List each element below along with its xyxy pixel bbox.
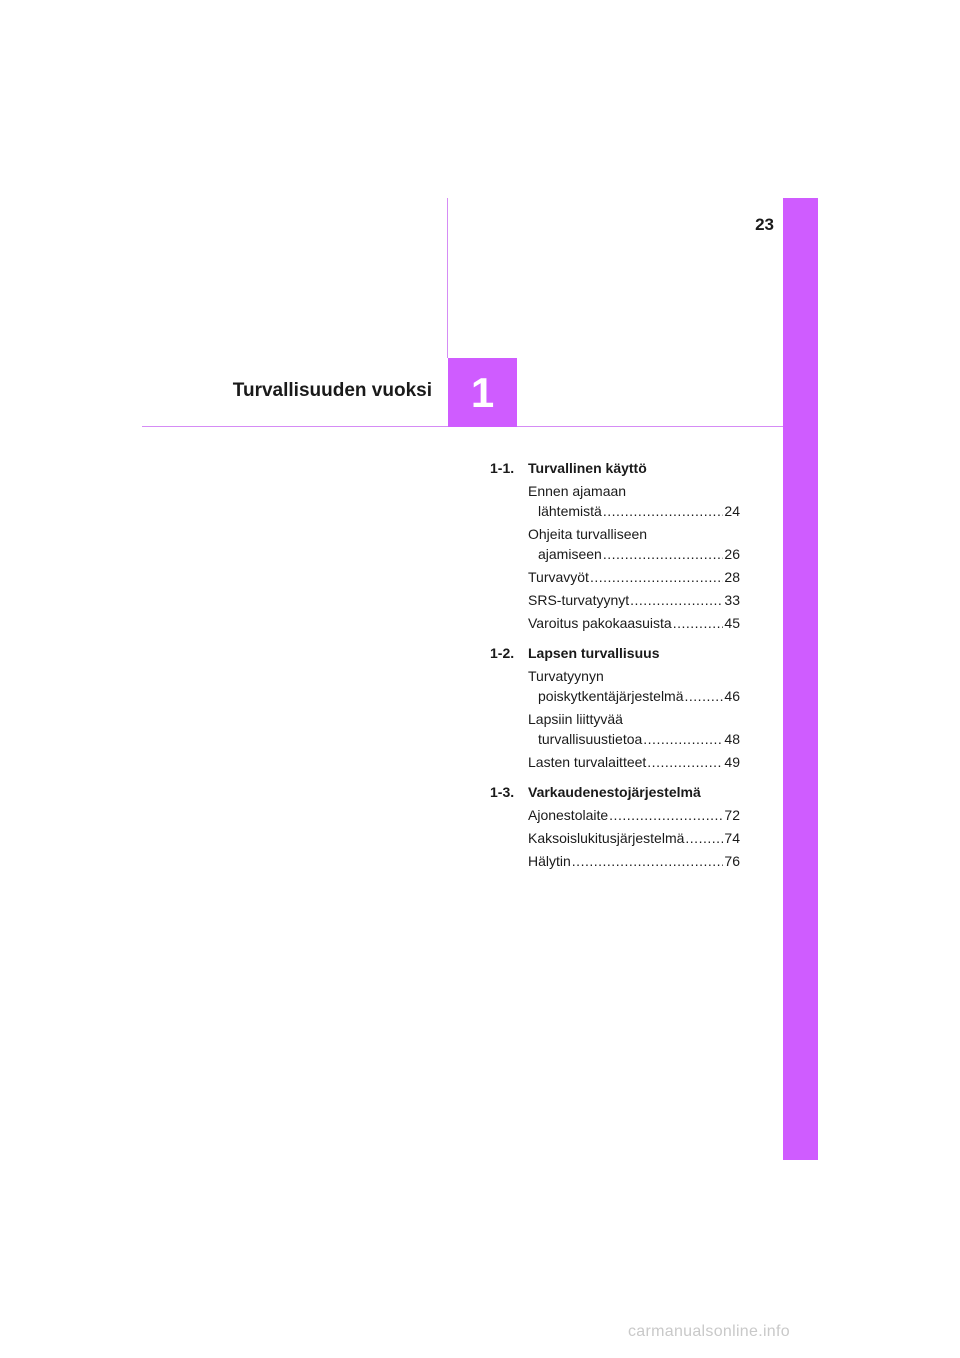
chapter-title: Turvallisuuden vuoksi [232, 380, 432, 401]
dot-leader [643, 729, 723, 749]
toc-entry[interactable] [528, 752, 740, 772]
page-reference: 33 [724, 592, 740, 608]
toc-entry[interactable] [528, 567, 740, 587]
entry-title-line: Ohjeita turvalliseen [528, 526, 648, 542]
entry-title-line: Lapsiin liittyvää [528, 711, 623, 727]
chapter-number-box: 1 [448, 358, 517, 427]
toc-section-heading[interactable] [490, 458, 740, 478]
dot-leader [630, 590, 723, 610]
dot-leader [603, 501, 724, 521]
entry-title: poiskytkentäjärjestelmä [538, 688, 684, 704]
chapter-side-tab [783, 198, 818, 1160]
entry-title: ajamiseen [538, 546, 602, 562]
page-reference: 45 [724, 615, 740, 631]
dot-leader [685, 686, 724, 706]
page-reference: 28 [724, 569, 740, 585]
toc-section-heading[interactable] [490, 782, 740, 802]
toc-entry[interactable] [528, 709, 740, 749]
dot-leader [572, 851, 724, 871]
dot-leader [609, 805, 723, 825]
toc-entry[interactable] [528, 524, 740, 564]
vertical-divider [447, 198, 448, 358]
page-reference: 26 [724, 546, 740, 562]
watermark: carmanualsonline.info [628, 1323, 790, 1340]
entry-title: Ajonestolaite [528, 807, 609, 823]
page-number: 23 [755, 215, 774, 234]
toc-entry[interactable] [528, 851, 740, 871]
page-reference: 74 [724, 830, 740, 846]
entry-title-line: Ennen ajamaan [528, 483, 627, 499]
entry-title: lähtemistä [538, 503, 602, 519]
entry-title: SRS-turvatyynyt [528, 592, 630, 608]
dot-leader [590, 567, 723, 587]
section-number: 1-3. [490, 784, 515, 800]
entry-title: Turvavyöt [528, 569, 589, 585]
dot-leader [685, 828, 723, 848]
page-reference: 49 [724, 754, 740, 770]
page-reference: 46 [724, 688, 740, 704]
page-reference: 48 [724, 731, 740, 747]
toc-entry[interactable] [528, 828, 740, 848]
toc-entry[interactable] [528, 481, 740, 521]
page-reference: 76 [724, 853, 740, 869]
toc-entry[interactable] [528, 590, 740, 610]
page-reference: 72 [724, 807, 740, 823]
page-reference: 24 [724, 503, 740, 519]
dot-leader [647, 752, 723, 772]
toc-entry[interactable] [528, 666, 740, 706]
dot-leader [673, 613, 724, 633]
section-title: Varkaudenestojärjestelmä [528, 784, 701, 800]
entry-title: turvallisuustietoa [538, 731, 643, 747]
entry-title: Kaksoislukitusjärjestelmä [528, 830, 685, 846]
table-of-contents [490, 458, 740, 871]
entry-title: Hälytin [528, 853, 571, 869]
toc-entry[interactable] [528, 805, 740, 825]
entry-title: Lasten turvalaitteet [528, 754, 647, 770]
section-number: 1-2. [490, 645, 515, 661]
toc-section-heading[interactable] [490, 643, 740, 663]
entry-title-line: Turvatyynyn [528, 668, 604, 684]
toc-entry[interactable] [528, 613, 740, 633]
section-title: Turvallinen käyttö [528, 460, 647, 476]
section-title: Lapsen turvallisuus [528, 645, 660, 661]
entry-title: Varoitus pakokaasuista [528, 615, 672, 631]
section-number: 1-1. [490, 460, 515, 476]
dot-leader [603, 544, 724, 564]
